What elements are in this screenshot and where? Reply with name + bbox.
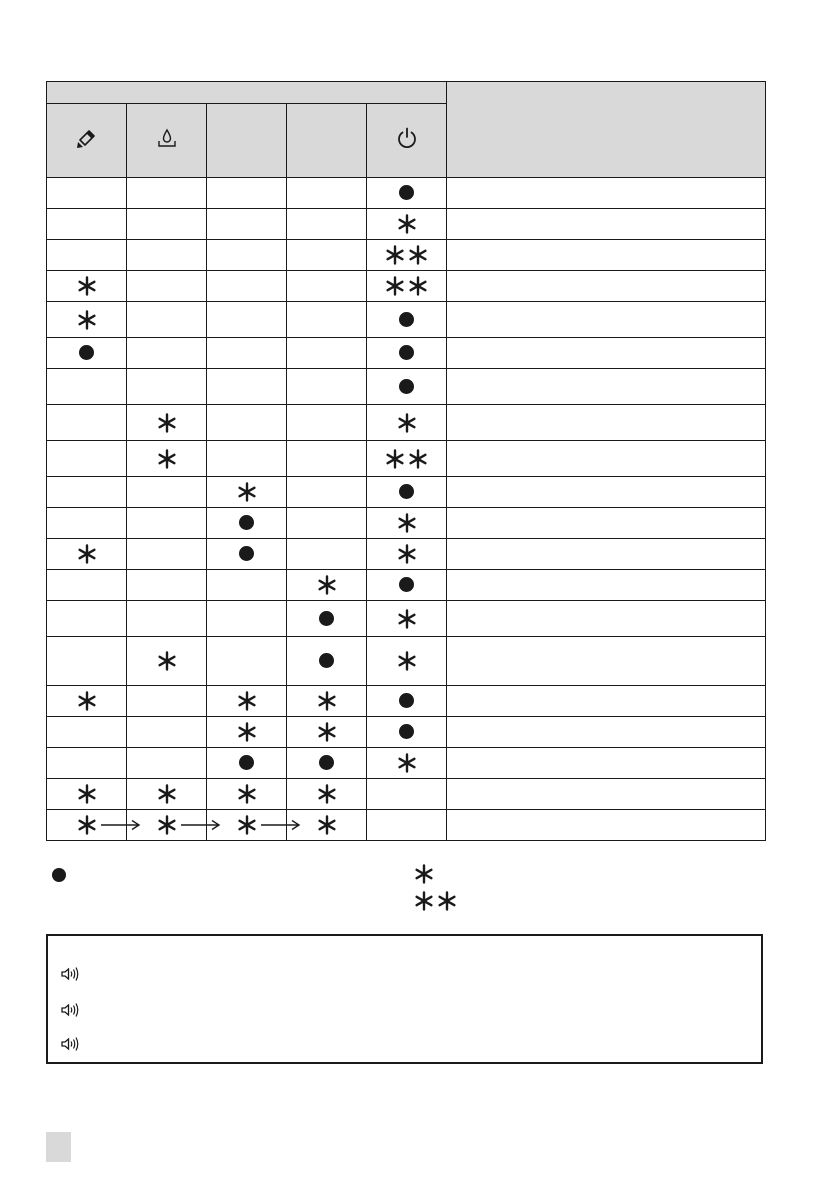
table-row [47, 508, 766, 539]
status-cell [367, 779, 447, 810]
status-cell [47, 369, 127, 405]
status-cell [367, 240, 447, 271]
status-cell [367, 601, 447, 637]
flash-symbol [397, 609, 417, 629]
speaker-icon [60, 1002, 80, 1018]
flash-symbol [397, 544, 417, 564]
note-row-1 [60, 966, 80, 982]
status-cell [127, 637, 207, 686]
status-cell [207, 271, 287, 302]
status-cell [287, 748, 367, 779]
speaker-icon [60, 1036, 80, 1052]
status-cell [367, 570, 447, 601]
description-cell [447, 637, 766, 686]
table-row [47, 271, 766, 302]
status-cell [207, 441, 287, 477]
description-cell [447, 508, 766, 539]
solid-dot-symbol [79, 345, 94, 360]
status-cell [367, 302, 447, 338]
note-row-3 [60, 1036, 80, 1052]
status-cell [207, 717, 287, 748]
table-row [47, 240, 766, 271]
status-cell [127, 779, 207, 810]
table-row [47, 748, 766, 779]
flash-symbol [317, 722, 337, 742]
status-cell [207, 477, 287, 508]
status-cell [127, 717, 207, 748]
status-cell [287, 477, 367, 508]
solid-dot-symbol [399, 484, 414, 499]
col-brush-header [47, 104, 127, 178]
status-cell [367, 405, 447, 441]
status-cell [367, 178, 447, 209]
status-cell [367, 369, 447, 405]
sequence-arrow-icon [101, 819, 141, 831]
speaker-icon [60, 966, 80, 982]
status-cell [367, 539, 447, 570]
status-cell [287, 338, 367, 369]
status-cell [207, 539, 287, 570]
fast-flash-symbol-1 [385, 245, 405, 265]
status-cell [127, 686, 207, 717]
notes-box [46, 934, 763, 1064]
status-cell [287, 178, 367, 209]
legend-flash [414, 864, 434, 884]
status-cell [207, 686, 287, 717]
col-power-header [367, 104, 447, 178]
description-cell [447, 178, 766, 209]
status-cell [287, 508, 367, 539]
flash-symbol [157, 651, 177, 671]
fast-flash-symbol-2 [408, 449, 428, 469]
status-cell [367, 717, 447, 748]
flash-symbol [237, 722, 257, 742]
status-cell [47, 508, 127, 539]
table-row [47, 810, 766, 841]
status-cell [47, 240, 127, 271]
table-row [47, 441, 766, 477]
status-cell [127, 508, 207, 539]
description-cell [447, 240, 766, 271]
flash-symbol [157, 413, 177, 433]
solid-dot-symbol [319, 653, 334, 668]
table-row [47, 779, 766, 810]
status-cell [367, 338, 447, 369]
solid-dot-symbol [399, 312, 414, 327]
table-row [47, 178, 766, 209]
status-cell [287, 570, 367, 601]
status-cell [207, 369, 287, 405]
flash-symbol [397, 753, 417, 773]
flash-symbol [237, 815, 257, 835]
status-cell [207, 302, 287, 338]
status-cell [47, 637, 127, 686]
status-cell [127, 240, 207, 271]
description-column-header [447, 82, 766, 178]
status-cell [47, 686, 127, 717]
note-row-2 [60, 1002, 80, 1018]
indicator-status-table [46, 81, 766, 841]
flash-symbol [157, 784, 177, 804]
status-cell [367, 748, 447, 779]
status-cell [287, 686, 367, 717]
flash-symbol [397, 651, 417, 671]
flash-symbol [237, 482, 257, 502]
flash-symbol [77, 544, 97, 564]
status-cell [47, 441, 127, 477]
status-cell [47, 717, 127, 748]
fast-flash-symbol-1 [385, 449, 405, 469]
table-row [47, 717, 766, 748]
flash-symbol [77, 310, 97, 330]
table-row [47, 405, 766, 441]
status-cell [207, 240, 287, 271]
flash-symbol [397, 413, 417, 433]
description-cell [447, 477, 766, 508]
status-cell [127, 601, 207, 637]
status-cell [127, 441, 207, 477]
brush-icon [74, 127, 100, 149]
status-cell [207, 601, 287, 637]
flash-symbol [397, 214, 417, 234]
status-cell [47, 302, 127, 338]
status-cell [367, 441, 447, 477]
legend-fast-flash-symbol-1 [414, 891, 434, 911]
solid-dot-symbol [319, 755, 334, 770]
solid-dot-symbol [399, 724, 414, 739]
sequence-arrow-icon [261, 819, 301, 831]
power-icon [395, 126, 419, 150]
status-cell [47, 601, 127, 637]
flash-symbol [317, 575, 337, 595]
status-cell [287, 240, 367, 271]
description-cell [447, 570, 766, 601]
status-cell [127, 539, 207, 570]
description-cell [447, 271, 766, 302]
status-cell [47, 209, 127, 240]
status-cell [287, 717, 367, 748]
solid-dot-symbol [239, 546, 254, 561]
status-cell [287, 601, 367, 637]
table-row [47, 477, 766, 508]
table-row [47, 570, 766, 601]
status-cell [207, 637, 287, 686]
description-cell [447, 302, 766, 338]
table-row [47, 539, 766, 570]
flash-symbol [397, 513, 417, 533]
col-water-header [127, 104, 207, 178]
legend-fast-flash [414, 891, 457, 911]
status-cell [207, 779, 287, 810]
flash-symbol [77, 276, 97, 296]
description-cell [447, 748, 766, 779]
status-cell [127, 369, 207, 405]
status-cell [127, 271, 207, 302]
flash-symbol [317, 815, 337, 835]
flash-symbol [77, 691, 97, 711]
status-cell [367, 637, 447, 686]
fast-flash-symbol-2 [408, 276, 428, 296]
status-cell [207, 178, 287, 209]
status-cell [47, 779, 127, 810]
status-cell [207, 570, 287, 601]
solid-dot-symbol [319, 611, 334, 626]
legend-on [52, 866, 66, 884]
description-cell [447, 338, 766, 369]
table-row [47, 601, 766, 637]
status-cell [207, 748, 287, 779]
status-cell [47, 539, 127, 570]
status-cell [207, 405, 287, 441]
flash-symbol [237, 784, 257, 804]
indicator-group-header [47, 82, 447, 104]
legend-dot-symbol [52, 868, 66, 882]
solid-dot-symbol [399, 345, 414, 360]
fast-flash-symbol-1 [385, 276, 405, 296]
description-cell [447, 601, 766, 637]
flash-symbol [77, 784, 97, 804]
status-cell [47, 271, 127, 302]
status-cell [287, 779, 367, 810]
status-cell [127, 748, 207, 779]
status-cell [127, 570, 207, 601]
table-row [47, 338, 766, 369]
page-number-box [46, 1132, 71, 1162]
status-cell [47, 748, 127, 779]
description-cell [447, 686, 766, 717]
status-cell [207, 508, 287, 539]
solid-dot-symbol [399, 185, 414, 200]
status-cell [47, 405, 127, 441]
status-cell [287, 539, 367, 570]
legend-fast-flash-symbol-2 [437, 891, 457, 911]
status-cell [207, 209, 287, 240]
description-cell [447, 779, 766, 810]
status-cell [47, 338, 127, 369]
description-cell [447, 441, 766, 477]
status-cell [367, 477, 447, 508]
solid-dot-symbol [399, 577, 414, 592]
flash-symbol [317, 691, 337, 711]
status-cell [47, 477, 127, 508]
description-cell [447, 405, 766, 441]
description-cell [447, 717, 766, 748]
status-cell [47, 178, 127, 209]
solid-dot-symbol [399, 693, 414, 708]
status-cell [287, 209, 367, 240]
description-cell [447, 539, 766, 570]
description-cell [447, 810, 766, 841]
table-row [47, 209, 766, 240]
status-cell [367, 209, 447, 240]
flash-symbol [237, 691, 257, 711]
flash-symbol [77, 815, 97, 835]
status-cell [47, 570, 127, 601]
legend-flash-symbol [414, 864, 434, 884]
fast-flash-symbol-2 [408, 245, 428, 265]
status-cell [367, 508, 447, 539]
solid-dot-symbol [399, 379, 414, 394]
flash-symbol [157, 449, 177, 469]
solid-dot-symbol [239, 755, 254, 770]
status-cell [287, 637, 367, 686]
status-cell [207, 338, 287, 369]
description-cell [447, 369, 766, 405]
status-cell [367, 271, 447, 302]
status-cell [367, 686, 447, 717]
status-cell [287, 810, 367, 841]
sequence-arrow-icon [181, 819, 221, 831]
flash-symbol [317, 784, 337, 804]
solid-dot-symbol [239, 515, 254, 530]
status-cell [127, 178, 207, 209]
col-3-header [207, 104, 287, 178]
status-cell [127, 338, 207, 369]
flash-symbol [157, 815, 177, 835]
status-cell [287, 441, 367, 477]
table-row [47, 637, 766, 686]
status-cell [367, 810, 447, 841]
status-cell [287, 271, 367, 302]
water-drop-icon [156, 127, 178, 149]
status-cell [127, 477, 207, 508]
status-cell [287, 369, 367, 405]
status-cell [287, 405, 367, 441]
status-cell [127, 209, 207, 240]
description-cell [447, 209, 766, 240]
col-4-header [287, 104, 367, 178]
status-cell [287, 302, 367, 338]
table-row [47, 369, 766, 405]
status-cell [127, 302, 207, 338]
table-row [47, 302, 766, 338]
status-cell [127, 405, 207, 441]
table-row [47, 686, 766, 717]
